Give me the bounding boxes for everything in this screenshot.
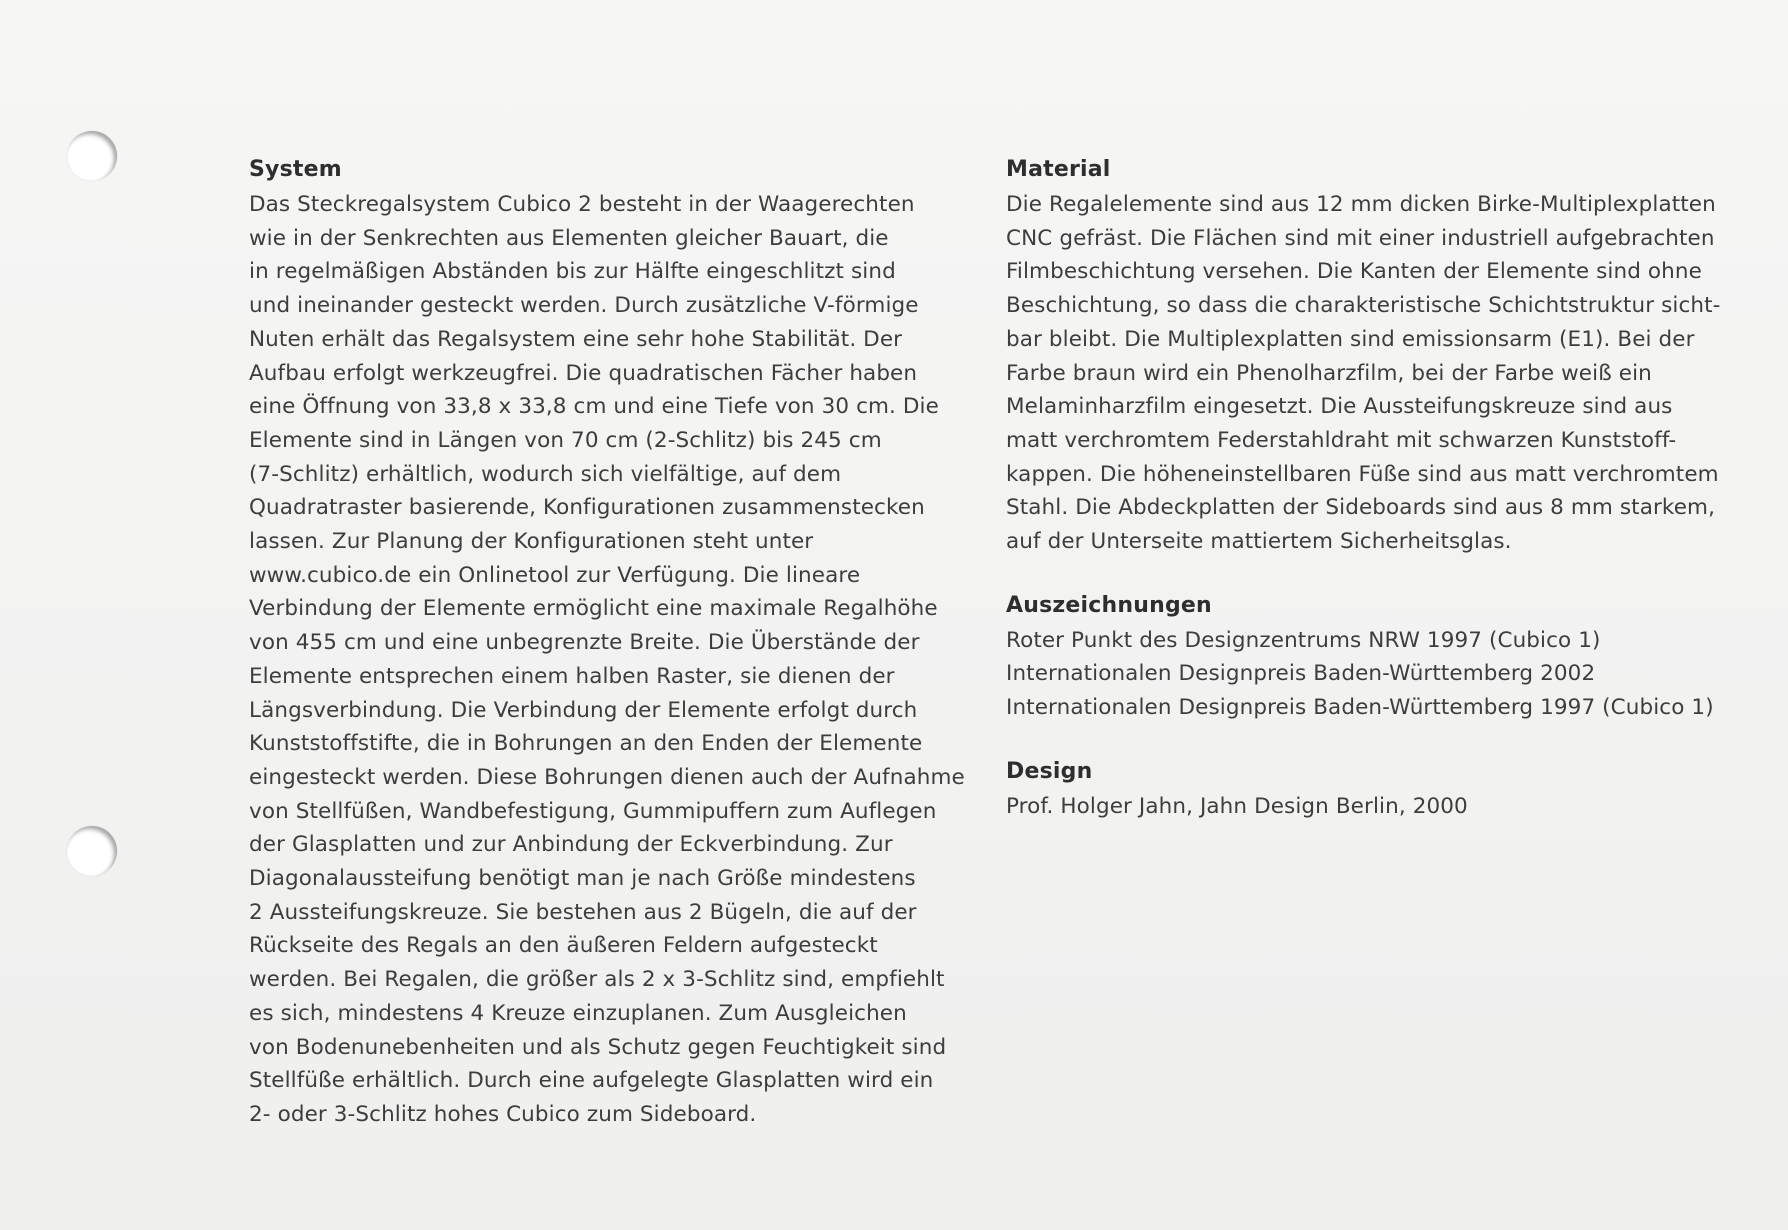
system-section — [249, 156, 979, 1132]
awards-section — [1006, 592, 1746, 725]
material-heading: Material — [1006, 157, 1111, 182]
punch-hole-top — [67, 131, 117, 181]
award-item: Internationalen Designpreis Baden-Württemberg 2002 — [1006, 661, 1596, 687]
awards-heading: Auszeichnungen — [1006, 592, 1212, 618]
award-item: Roter Punkt des Designzentrums NRW 1997 (Cubico 1) — [1006, 627, 1601, 653]
design-heading: Design — [1006, 758, 1093, 784]
awards-list — [1006, 624, 1746, 725]
system-heading: System — [249, 157, 342, 182]
system-body: Das Steckregalsystem Cubico 2 besteht in der Waagerechten wie in der Senkrechten aus Elementen gleicher Bauart, die in regelmäßigen Abständen bis zur Hälfte eingeschlitzt sind und ineinander gesteckt werden. Durch zusätzliche V-förmige Nuten erhält das Regalsystem eine sehr hohe Stabilität. Der Aufbau erfolgt werkzeugfrei. Die quadratischen Fächer haben eine Öffnung von 33,8 x 33,8 cm und eine Tiefe von 30 cm. Die Elemente sind in Längen von 70 cm (2-Schlitz) bis 245 cm (7-Schlitz) erhältlich, wodurch sich vielfältige, auf dem Quadratraster basierende, Konfigurationen zusammenstecken lassen. Zur Planung der Konfigurationen steht unter www.cubico.de ein Onlinetool zur Verfügung. Die lineare Verbindung der Elemente ermöglicht eine maximale Regalhöhe von 455 cm und eine unbegrenzte Breite. Die Überstände der Elemente entsprechen einem halben Raster, sie dienen der Längsverbindung. Die Verbindung der Elemente erfolgt durch Kunststoffstifte, die in Bohrungen an den Enden der Elemente eingesteckt werden. Diese Bohrungen dienen auch der Aufnahme von Stellfüßen, Wandbefestigung, Gummipuffern zum Auflegen der Glasplatten und zur Anbindung der Eckverbindung. Zur Diagonalaussteifung benötigt man je nach Größe mindestens 2 Aussteifungskreuze. Sie bestehen aus 2 Bügeln, die auf der Rückseite des Regals an den äußeren Feldern aufgesteckt werden. Bei Regalen, die größer als 2 x 3-Schlitz sind, empfiehlt es sich, mindestens 4 Kreuze einzuplanen. Zum Ausgleichen von Bodenunebenheiten und als Schutz gegen Feuchtigkeit sind Stellfüße erhältlich. Durch eine aufgelegte Glasplatten wird ein 2- oder 3-Schlitz hohes Cubico zum Sideboard. — [249, 192, 965, 1127]
material-section — [1006, 156, 1746, 559]
material-body: Die Regalelemente sind aus 12 mm dicken Birke-Multiplexplatten CNC gefräst. Die Flächen sind mit einer industriell aufgebrachten Filmbeschichtung versehen. Die Kanten der Elemente sind ohne Beschichtung, so dass die charakteristische Schichtstruktur sicht- bar bleibt. Die Multiplexplatten sind emissionsarm (E1). Bei der Farbe braun wird ein Phenolharzfilm, bei der Farbe weiß ein Melaminharzfilm eingesetzt. Die Aussteifungskreuze sind aus matt verchromtem Federstahldraht mit schwarzen Kunststoff- kappen. Die höheneinstellbaren Füße sind aus matt verchromtem Stahl. Die Abdeckplatten der Sideboards sind aus 8 mm starkem, auf der Unterseite mattiertem Sicherheitsglas. — [1006, 192, 1721, 555]
left-column — [249, 156, 979, 1165]
design-body: Prof. Holger Jahn, Jahn Design Berlin, 2000 — [1006, 793, 1468, 819]
punch-hole-bottom — [67, 826, 117, 876]
design-section — [1006, 758, 1746, 824]
award-item: Internationalen Designpreis Baden-Württemberg 1997 (Cubico 1) — [1006, 695, 1714, 721]
right-column — [1006, 156, 1746, 857]
